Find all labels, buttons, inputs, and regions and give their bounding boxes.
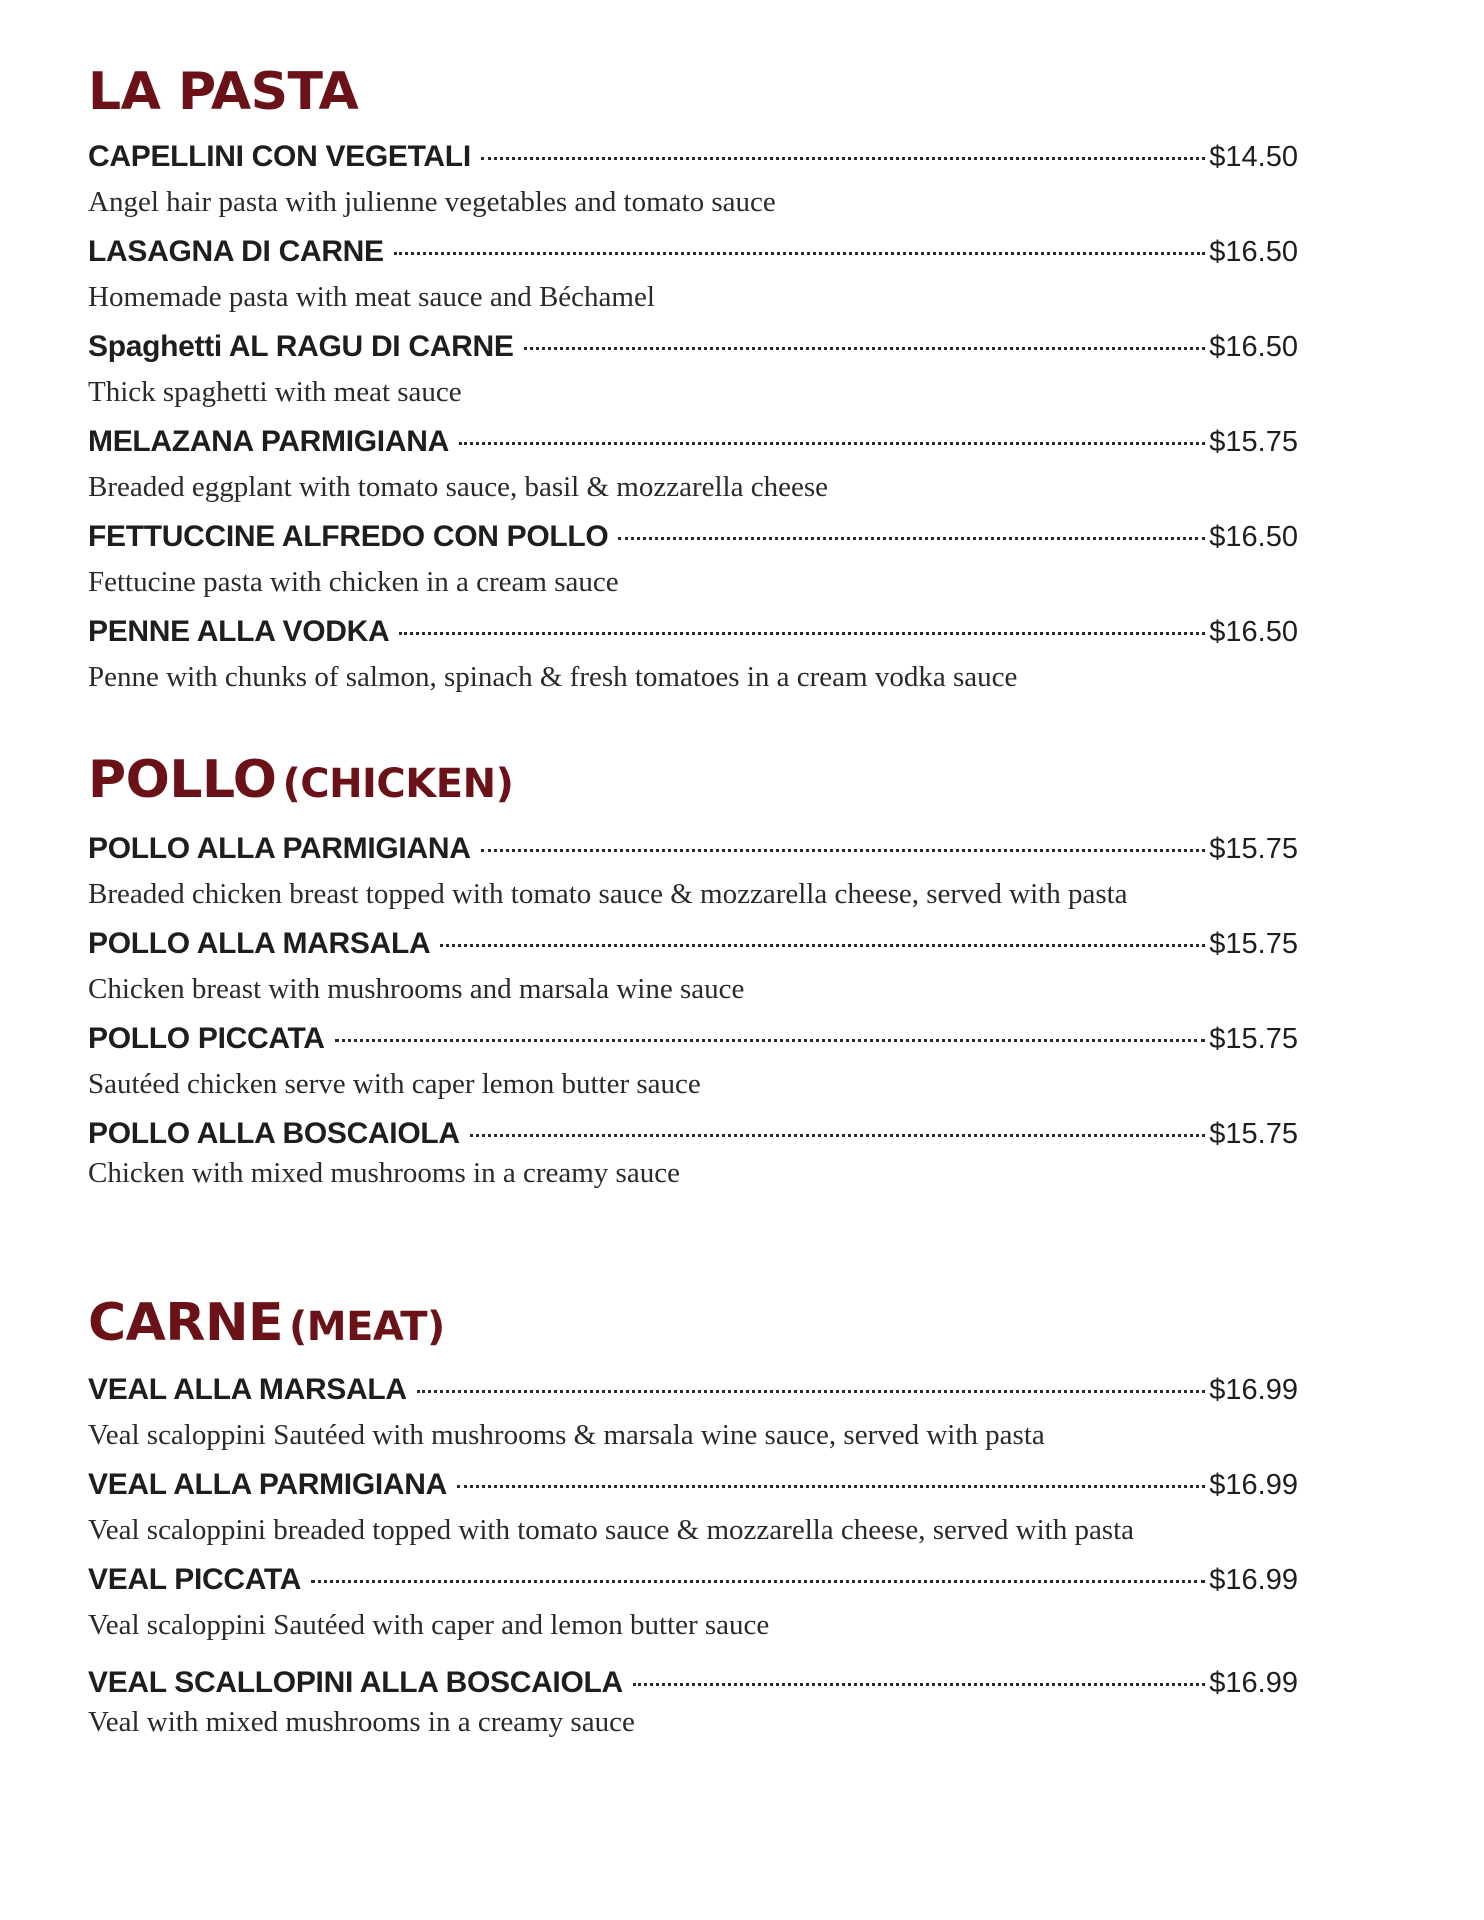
item-description: Penne with chunks of salmon, spinach & fresh tomatoes in a cream vodka sauce	[88, 661, 1018, 693]
menu-item	[88, 1022, 1298, 1101]
dot-leader	[417, 1390, 1206, 1393]
menu-item	[88, 330, 1298, 409]
item-description: Chicken breast with mushrooms and marsala wine sauce	[88, 973, 745, 1005]
section-subtitle: (CHICKEN)	[282, 761, 514, 807]
item-price: $16.99	[1209, 1564, 1298, 1596]
dot-leader	[399, 632, 1205, 635]
item-description: Sautéed chicken serve with caper lemon butter sauce	[88, 1068, 701, 1100]
item-name: CAPELLINI CON VEGETALI	[88, 140, 471, 173]
item-price: $15.75	[1209, 1023, 1298, 1055]
item-name: POLLO ALLA MARSALA	[88, 927, 431, 960]
item-description: Chicken with mixed mushrooms in a creamy sauce	[88, 1157, 680, 1189]
menu-item	[88, 1666, 1298, 1739]
item-description: Breaded eggplant with tomato sauce, basil & mozzarella cheese	[88, 471, 829, 503]
menu-item	[88, 140, 1298, 219]
item-description: Veal with mixed mushrooms in a creamy sauce	[88, 1706, 635, 1738]
item-name: FETTUCCINE ALFREDO CON POLLO	[88, 520, 609, 553]
item-description: Homemade pasta with meat sauce and Béchamel	[88, 281, 655, 313]
menu-item	[88, 927, 1298, 1006]
section-title	[88, 750, 513, 814]
item-name: Spaghetti AL RAGU DI CARNE	[88, 330, 514, 363]
dot-leader	[311, 1580, 1205, 1583]
item-name: POLLO ALLA BOSCAIOLA	[88, 1117, 460, 1150]
dot-leader	[470, 1134, 1206, 1137]
item-description: Veal scaloppini Sautéed with caper and lemon butter sauce	[88, 1609, 770, 1641]
item-name: VEAL PICCATA	[88, 1563, 302, 1596]
menu-item	[88, 1373, 1298, 1452]
item-name: MELAZANA PARMIGIANA	[88, 425, 449, 458]
item-description: Angel hair pasta with julienne vegetables and tomato sauce	[88, 186, 776, 218]
menu-item	[88, 1468, 1298, 1547]
item-price: $16.99	[1209, 1469, 1298, 1501]
dot-leader	[618, 537, 1205, 540]
item-name: POLLO ALLA PARMIGIANA	[88, 832, 471, 865]
section-title-text: CARNE	[88, 1293, 283, 1353]
item-price: $16.99	[1209, 1374, 1298, 1406]
dot-leader	[440, 944, 1205, 947]
item-price: $14.50	[1209, 141, 1298, 173]
menu-item	[88, 615, 1298, 694]
item-price: $15.75	[1209, 426, 1298, 458]
item-name: LASAGNA DI CARNE	[88, 235, 384, 268]
section-title	[88, 1293, 445, 1357]
dot-leader	[633, 1683, 1205, 1686]
item-name: POLLO PICCATA	[88, 1022, 325, 1055]
item-price: $16.50	[1209, 236, 1298, 268]
menu-item	[88, 520, 1298, 599]
section-title-text: LA PASTA	[88, 62, 359, 122]
menu-item	[88, 1117, 1298, 1190]
item-price: $16.99	[1209, 1667, 1298, 1699]
item-name: PENNE ALLA VODKA	[88, 615, 390, 648]
menu-item	[88, 832, 1298, 911]
item-price: $15.75	[1209, 833, 1298, 865]
dot-leader	[481, 849, 1206, 852]
item-description: Veal scaloppini Sautéed with mushrooms & marsala wine sauce, served with pasta	[88, 1419, 1045, 1451]
menu-item	[88, 235, 1298, 314]
item-description: Thick spaghetti with meat sauce	[88, 376, 462, 408]
item-name: VEAL ALLA PARMIGIANA	[88, 1468, 447, 1501]
dot-leader	[457, 1485, 1205, 1488]
item-price: $16.50	[1209, 616, 1298, 648]
item-description: Fettucine pasta with chicken in a cream sauce	[88, 566, 619, 598]
menu-item	[88, 425, 1298, 504]
item-price: $15.75	[1209, 1118, 1298, 1150]
section-title	[88, 62, 364, 126]
dot-leader	[459, 442, 1205, 445]
item-description: Veal scaloppini breaded topped with tomato sauce & mozzarella cheese, served with pasta	[88, 1514, 1135, 1546]
dot-leader	[524, 347, 1206, 350]
item-price: $15.75	[1209, 928, 1298, 960]
menu-item	[88, 1563, 1298, 1642]
dot-leader	[394, 252, 1206, 255]
item-name: VEAL SCALLOPINI ALLA BOSCAIOLA	[88, 1666, 623, 1699]
item-description: Breaded chicken breast topped with tomato sauce & mozzarella cheese, served with pasta	[88, 878, 1128, 910]
item-name: VEAL ALLA MARSALA	[88, 1373, 407, 1406]
item-price: $16.50	[1209, 331, 1298, 363]
item-price: $16.50	[1209, 521, 1298, 553]
section-subtitle: (MEAT)	[289, 1304, 445, 1350]
dot-leader	[335, 1039, 1206, 1042]
dot-leader	[481, 157, 1205, 160]
section-title-text: POLLO	[88, 750, 277, 810]
